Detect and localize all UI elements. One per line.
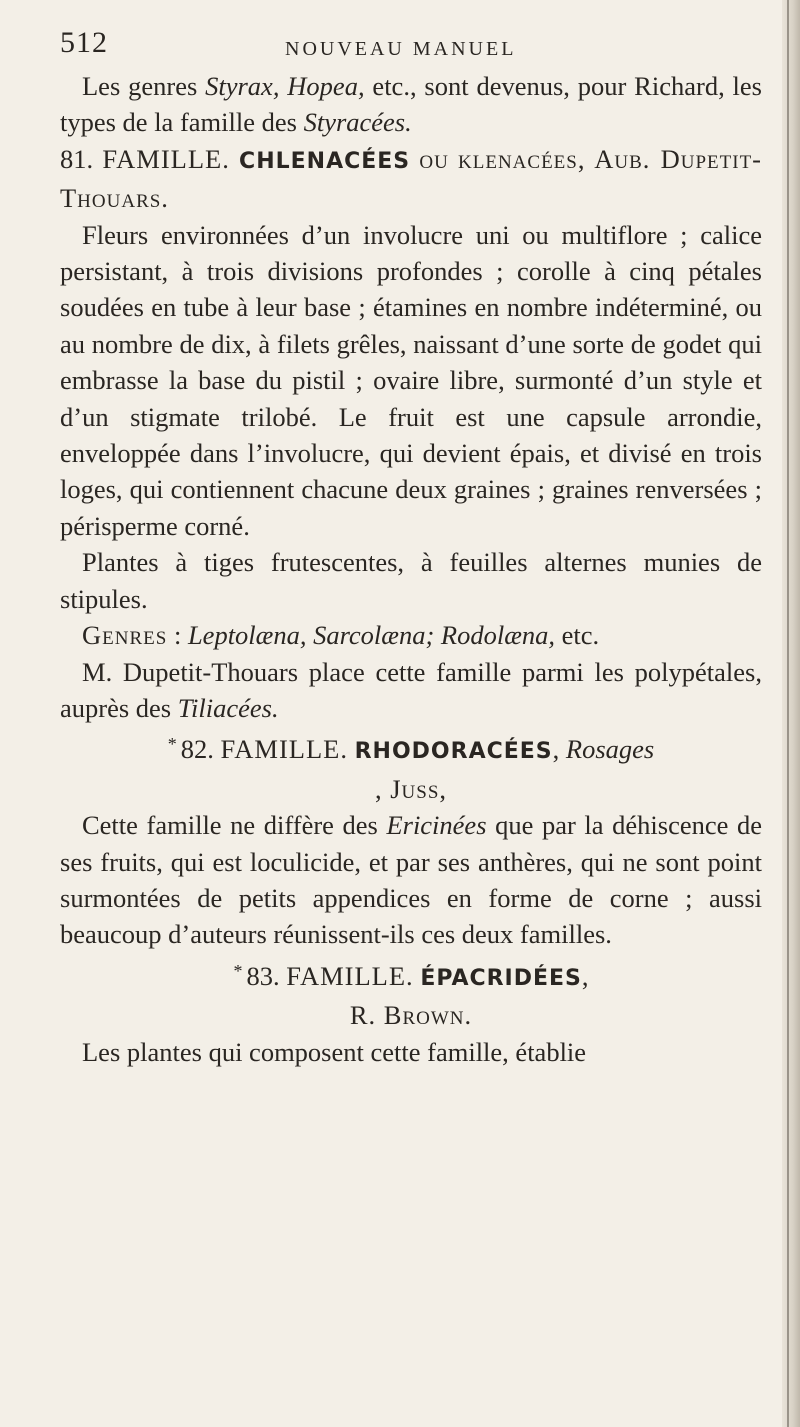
page-edge [782,0,800,1427]
family-title: RHODORACÉES [354,739,553,765]
page-header [60,22,760,62]
section-number: 83. [246,960,280,991]
text-run: Les genres [82,71,206,101]
family-name: Styracées. [303,107,412,138]
family-heading-81 [60,141,762,217]
alternate-name: klenacées [458,143,578,174]
paragraph-genera [60,617,762,653]
family-label: FAMILLE. [102,143,230,174]
paragraph-description: Fleurs environnées d’un involucre uni ou multiflore ; calice persistant, à trois divisions profondes ; corolle à cinq pétales soudées en tube à leur base ; étamines en nombre indéterminé, ou au nombre de dix, à filets grêles, naissant d’une sorte de godet qui embrasse la base du pistil ; ovaire libre, surmonté d’un style et d’un stigmate trilobé. Le fruit est une capsule arrondie, enveloppée dans l’involucre, qui devient épais, et divisé en trois loges, qui contiennent chacune deux graines ; graines renversées ; périsperme corné. [60,219,762,541]
body-text [60,68,762,1070]
text-run: etc. [555,620,600,651]
family-label: FAMILLE. [220,734,348,765]
genera-label: Genres [82,620,168,651]
text-run: , [552,734,566,765]
text-run: que par la déhiscence de ses fruits, qui est loculicide, et par ses anthères, qui ne sont point surmontées de petits appendices en forme de corne ; aussi beaucoup d’auteurs réunissent-ils ces deux familles. [60,810,762,950]
asterisk-mark: * [233,960,243,981]
conjunction: ou [419,143,449,174]
family-heading-82 [60,726,762,807]
authority: , Juss, [374,773,448,804]
alternate-name: Rosages [565,734,655,765]
paragraph-rhodoracees [60,807,762,953]
family-name: Tiliacées. [177,692,279,723]
family-name: Ericinées [386,810,487,841]
paragraph-classification [60,654,762,727]
running-head: NOUVEAU MANUEL [285,38,517,60]
genus-names: Styrax, Hopea, [205,71,365,101]
family-label: FAMILLE. [286,960,414,991]
authority: R. Brown. [349,1000,473,1031]
page-number: 512 [60,26,108,59]
section-number: 82. [180,734,214,765]
family-heading-83 [60,953,762,1034]
text-run: Cette famille ne diffère des [82,810,387,841]
section-number: 81. [60,143,94,174]
paragraph-epacridees: Les plantes qui composent cette famille, établie [82,1036,587,1067]
text-run: etc., sont devenus, pour Richard, les types de la famille des [60,71,762,138]
paragraph-styracees [60,68,762,141]
text-run: M. Dupetit-Thouars place cette famille parmi les polypétales, auprès des [60,656,762,723]
page-edge-line [787,0,789,1427]
genus-list: Leptolæna, Sarcolæna; Rodolæna, [187,620,556,651]
text-run: , [581,960,589,991]
family-title: CHLENACÉES [239,148,411,174]
paragraph-habit: Plantes à tiges frutescentes, à feuilles alternes munies de stipules. [60,547,762,614]
text-run: : [167,620,188,651]
asterisk-mark: * [167,734,177,755]
authority: , Aub. Dupetit-Thouars. [60,143,763,214]
family-title: ÉPACRIDÉES [420,965,582,991]
